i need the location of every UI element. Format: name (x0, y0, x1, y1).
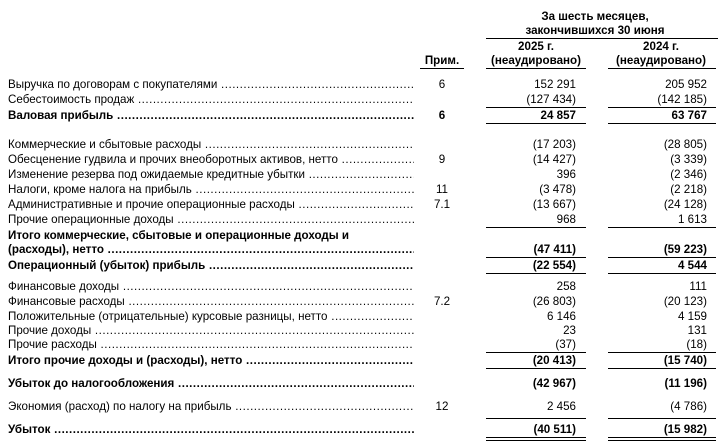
subtotal-rule-col1 (486, 107, 586, 108)
row-note: 7.1 (433, 198, 451, 211)
row-value-2024: (2 218) (670, 183, 707, 196)
row-label: Убыток до налогообложения ..... (8, 377, 414, 391)
subtotal-rule-col2 (608, 227, 716, 228)
subtotal-rule-col2 (608, 352, 716, 353)
double-rule-col1-a (486, 437, 586, 438)
row-note: 6 (438, 109, 446, 122)
note-column-header: Прим. (424, 54, 460, 67)
row-label: Положительные (отрицательные) курсовые разницы, нетто ..... (8, 310, 414, 324)
total-rule-col2 (608, 123, 716, 124)
row-label: Экономия (расход) по налогу на прибыль ..... (8, 400, 414, 414)
row-note: 7.2 (433, 295, 451, 308)
double-rule-col2-b (608, 440, 716, 441)
row-value-2025: (17 203) (532, 138, 576, 151)
row-value-2024: 4 544 (677, 259, 707, 272)
subtotal-rule-col2 (608, 107, 716, 108)
row-value-2024: (28 805) (663, 138, 707, 151)
double-rule-col2-a (608, 437, 716, 438)
row-value-2025: (22 554) (532, 259, 576, 272)
total-rule-col2 (608, 368, 716, 369)
row-value-2024: 131 (687, 324, 707, 337)
row-value-2025: (3 478) (539, 183, 576, 196)
row-value-2025: (37) (555, 338, 576, 351)
row-value-2024: (18) (686, 338, 707, 351)
subtotal-rule-col1 (486, 418, 586, 419)
row-value-2025: (40 511) (533, 423, 576, 436)
col2-year: 2024 г. (643, 40, 679, 53)
col2-header-underline (608, 68, 716, 69)
note-header-underline (420, 68, 464, 69)
row-value-2025: 258 (556, 280, 576, 293)
col2-status: (неаудировано) (616, 54, 706, 67)
row-value-2024: 205 952 (665, 78, 707, 91)
subtotal-rule-col2 (608, 257, 716, 258)
subtotal-rule-col1 (486, 227, 586, 228)
row-value-2025: (13 667) (532, 198, 576, 211)
row-value-2024: 4 159 (677, 310, 707, 323)
row-value-2024: (2 346) (670, 168, 707, 181)
row-label-line1: Итого коммерческие, сбытовые и операционные доходы и (8, 229, 350, 242)
total-rule-col1 (486, 368, 586, 369)
period-heading (470, 10, 720, 38)
row-label: Финансовые доходы ..... (8, 280, 414, 294)
row-value-2024: (24 128) (663, 198, 707, 211)
row-value-2025: 152 291 (534, 78, 576, 91)
row-value-2024: 63 767 (671, 109, 707, 122)
subtotal-rule-col2 (608, 418, 716, 419)
col1-status: (неаудировано) (491, 54, 581, 67)
row-value-2024: 1 613 (677, 213, 707, 226)
row-label: Прочие операционные доходы ..... (8, 213, 414, 227)
row-label: Выручка по договорам с покупателями ..... (8, 78, 414, 92)
row-value-2025: 968 (556, 213, 576, 226)
col1-header (484, 40, 588, 68)
total-rule-col1 (486, 273, 586, 274)
row-value-2025: (127 434) (526, 93, 576, 106)
row-value-2025: (14 427) (532, 153, 576, 166)
subtotal-rule-col1 (486, 352, 586, 353)
period-line-2: закончившихся 30 июня (525, 24, 665, 37)
header-divider (486, 38, 718, 39)
row-label: (расходы), нетто ..... (8, 243, 414, 257)
row-note: 11 (435, 183, 449, 196)
total-rule-col1 (486, 123, 586, 124)
row-label: Себестоимость продаж ..... (8, 93, 414, 107)
row-value-2025: (42 967) (532, 377, 576, 390)
row-value-2025: 6 146 (546, 310, 576, 323)
total-rule-col2 (608, 273, 716, 274)
row-value-2025: (47 411) (533, 243, 576, 256)
row-label: Административные и прочие операционные расходы ..... (8, 198, 414, 212)
row-label: Коммерческие и сбытовые расходы ..... (8, 138, 414, 152)
row-value-2024: (15 982) (663, 423, 707, 436)
row-label: Операционный (убыток) прибыль ..... (8, 259, 414, 273)
row-label: Итого прочие доходы и (расходы), нетто ..... (8, 354, 414, 368)
row-value-2025: 2 456 (546, 400, 576, 413)
row-value-2024: (142 185) (657, 93, 707, 106)
row-note: 6 (438, 78, 446, 91)
row-label: Обесценение гудвила и прочих внеоборотных активов, нетто ..... (8, 153, 414, 167)
row-value-2024: 111 (689, 280, 707, 293)
row-label: Валовая прибыль ..... (8, 109, 414, 123)
row-label: Прочие расходы ..... (8, 338, 414, 352)
col1-year: 2025 г. (518, 40, 554, 53)
row-note: 9 (438, 153, 446, 166)
row-value-2024: (20 123) (663, 295, 707, 308)
row-label: Прочие доходы ..... (8, 324, 414, 338)
row-value-2024: (59 223) (663, 243, 707, 256)
row-value-2025: 23 (563, 324, 576, 337)
subtotal-rule-col1 (486, 257, 586, 258)
row-value-2024: (4 786) (670, 400, 707, 413)
row-value-2024: (3 339) (670, 153, 707, 166)
row-value-2025: (20 413) (532, 354, 576, 367)
row-value-2025: (26 803) (532, 295, 576, 308)
double-rule-col1-b (486, 440, 586, 441)
row-label: Изменение резерва под ожидаемые кредитные убытки ..... (8, 168, 414, 182)
row-label: Убыток ..... (8, 423, 414, 437)
row-label: Финансовые расходы ..... (8, 295, 414, 309)
row-value-2025: 396 (556, 168, 576, 181)
row-value-2024: (15 740) (663, 354, 707, 367)
col2-header (606, 40, 716, 68)
period-line-1: За шесть месяцев, (541, 10, 649, 23)
row-note: 12 (435, 400, 449, 413)
row-label: Налоги, кроме налога на прибыль ..... (8, 183, 414, 197)
row-value-2024: (11 196) (664, 377, 707, 390)
row-value-2025: 24 857 (540, 109, 576, 122)
col1-header-underline (486, 68, 586, 69)
